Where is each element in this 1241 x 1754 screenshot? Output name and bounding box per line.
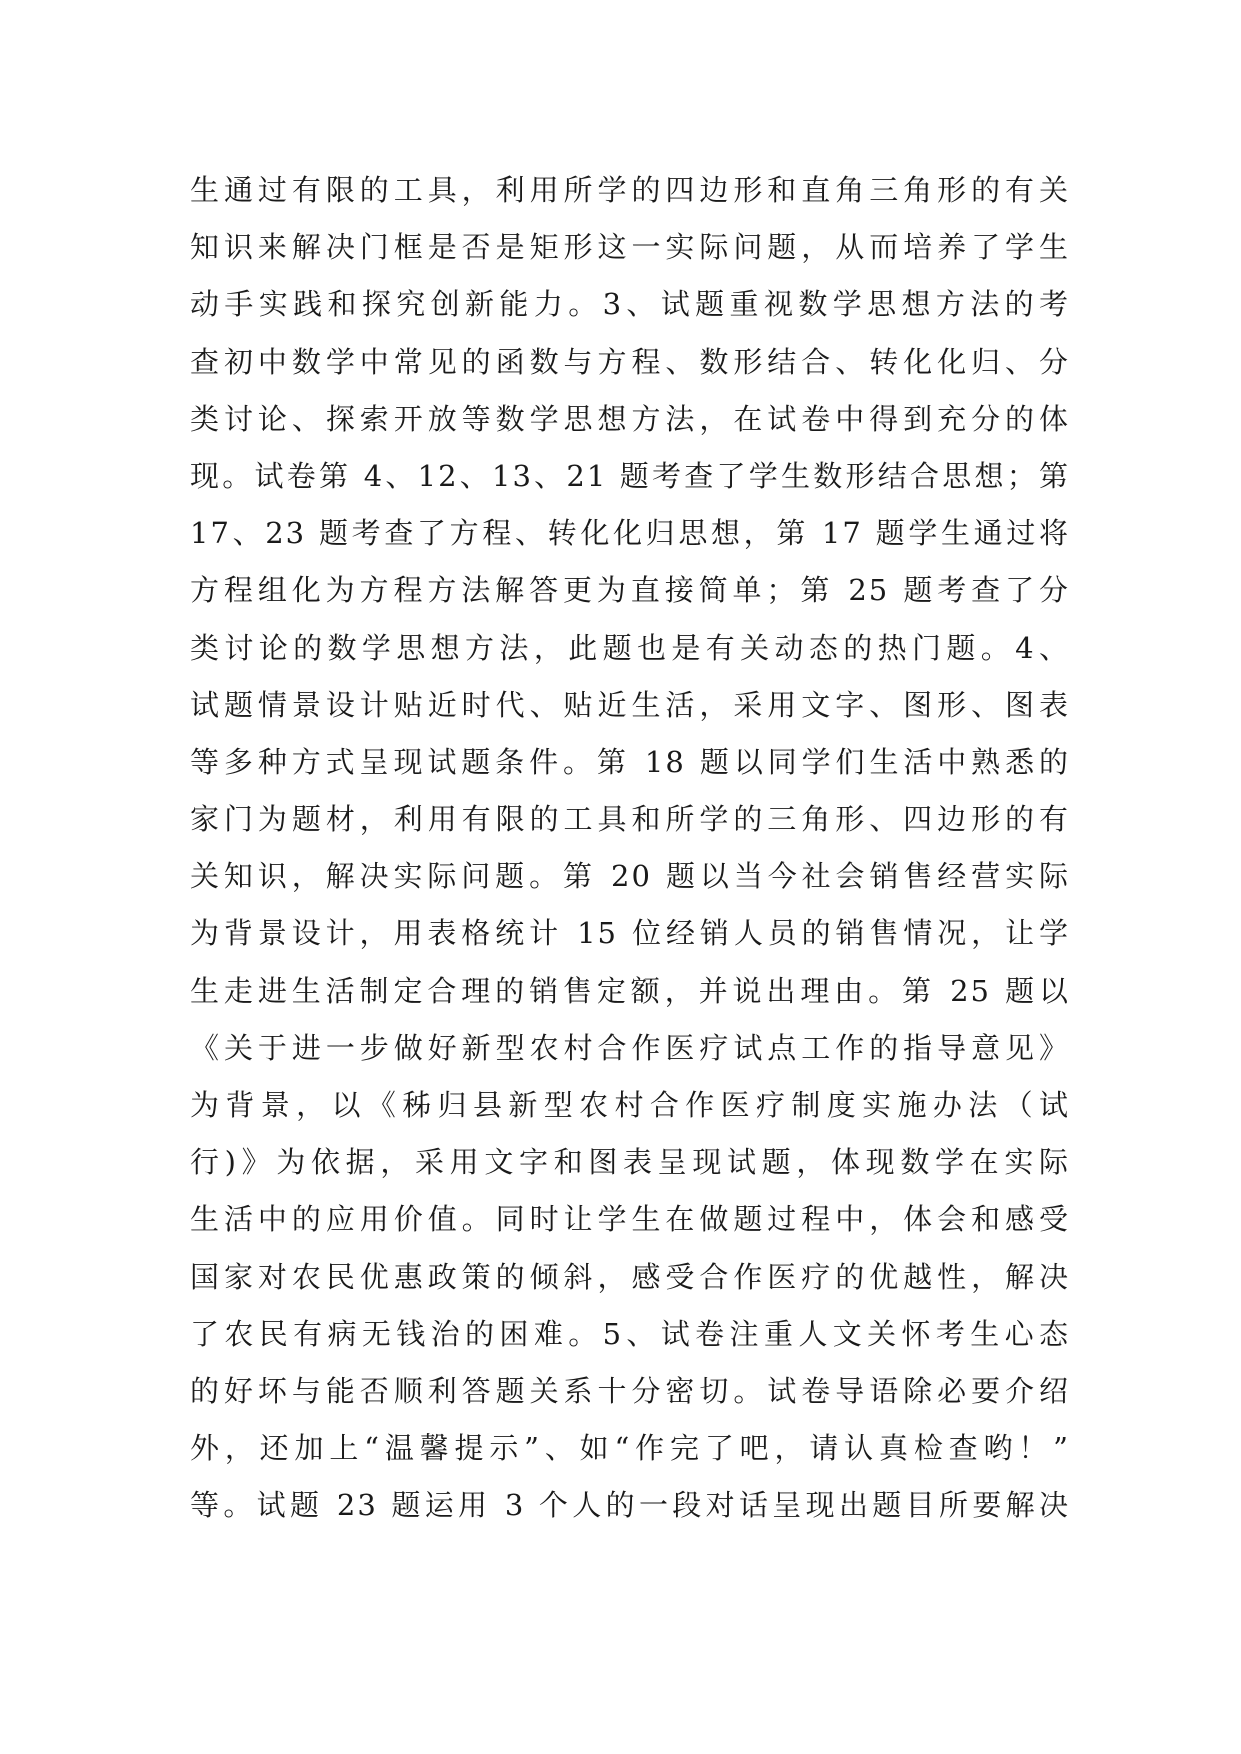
text-line: 关知识，解决实际问题。第 20 题以当今社会销售经营实际 — [190, 859, 1070, 894]
text-line: 了农民有病无钱治的困难。5、试卷注重人文关怀考生心态 — [190, 1316, 1070, 1351]
text-line: 等。试题 23 题运用 3 个人的一段对话呈现出题目所要解决 — [190, 1488, 1070, 1523]
text-line: 外，还加上“温馨提示”、如“作完了吧，请认真检查哟！” — [190, 1431, 1070, 1466]
text-line: 类讨论、探索开放等数学思想方法，在试卷中得到充分的体 — [190, 401, 1070, 436]
text-line: 行)》为依据，采用文字和图表呈现试题，体现数学在实际 — [190, 1145, 1070, 1180]
text-line: 动手实践和探究创新能力。3、试题重视数学思想方法的考 — [190, 287, 1070, 322]
text-line: 家门为题材，利用有限的工具和所学的三角形、四边形的有 — [190, 802, 1070, 837]
text-line: 等多种方式呈现试题条件。第 18 题以同学们生活中熟悉的 — [190, 744, 1070, 779]
text-line: 《关于进一步做好新型农村合作医疗试点工作的指导意见》 — [190, 1030, 1070, 1065]
text-line: 17、23 题考查了方程、转化化归思想，第 17 题学生通过将 — [190, 516, 1070, 551]
text-line: 生活中的应用价值。同时让学生在做题过程中，体会和感受 — [190, 1202, 1070, 1237]
text-line: 生走进生活制定合理的销售定额，并说出理由。第 25 题以 — [190, 973, 1070, 1008]
text-line: 查初中数学中常见的函数与方程、数形结合、转化化归、分 — [190, 344, 1070, 379]
text-line: 现。试卷第 4、12、13、21 题考查了学生数形结合思想；第 — [190, 458, 1070, 493]
text-line: 的好坏与能否顺利答题关系十分密切。试卷导语除必要介绍 — [190, 1373, 1070, 1408]
text-line: 知识来解决门框是否是矩形这一实际问题，从而培养了学生 — [190, 230, 1070, 265]
text-line: 国家对农民优惠政策的倾斜，感受合作医疗的优越性，解决 — [190, 1259, 1070, 1294]
body-text — [190, 162, 1070, 1535]
text-line: 试题情景设计贴近时代、贴近生活，采用文字、图形、图表 — [190, 687, 1070, 722]
text-line: 为背景设计，用表格统计 15 位经销人员的销售情况，让学 — [190, 916, 1070, 951]
text-line: 生通过有限的工具，利用所学的四边形和直角三角形的有关 — [190, 173, 1070, 207]
text-line: 方程组化为方程方法解答更为直接简单；第 25 题考查了分 — [190, 573, 1070, 608]
text-line: 类讨论的数学思想方法，此题也是有关动态的热门题。4、 — [190, 630, 1070, 665]
text-line: 为背景，以《秭归县新型农村合作医疗制度实施办法（试 — [190, 1088, 1070, 1122]
